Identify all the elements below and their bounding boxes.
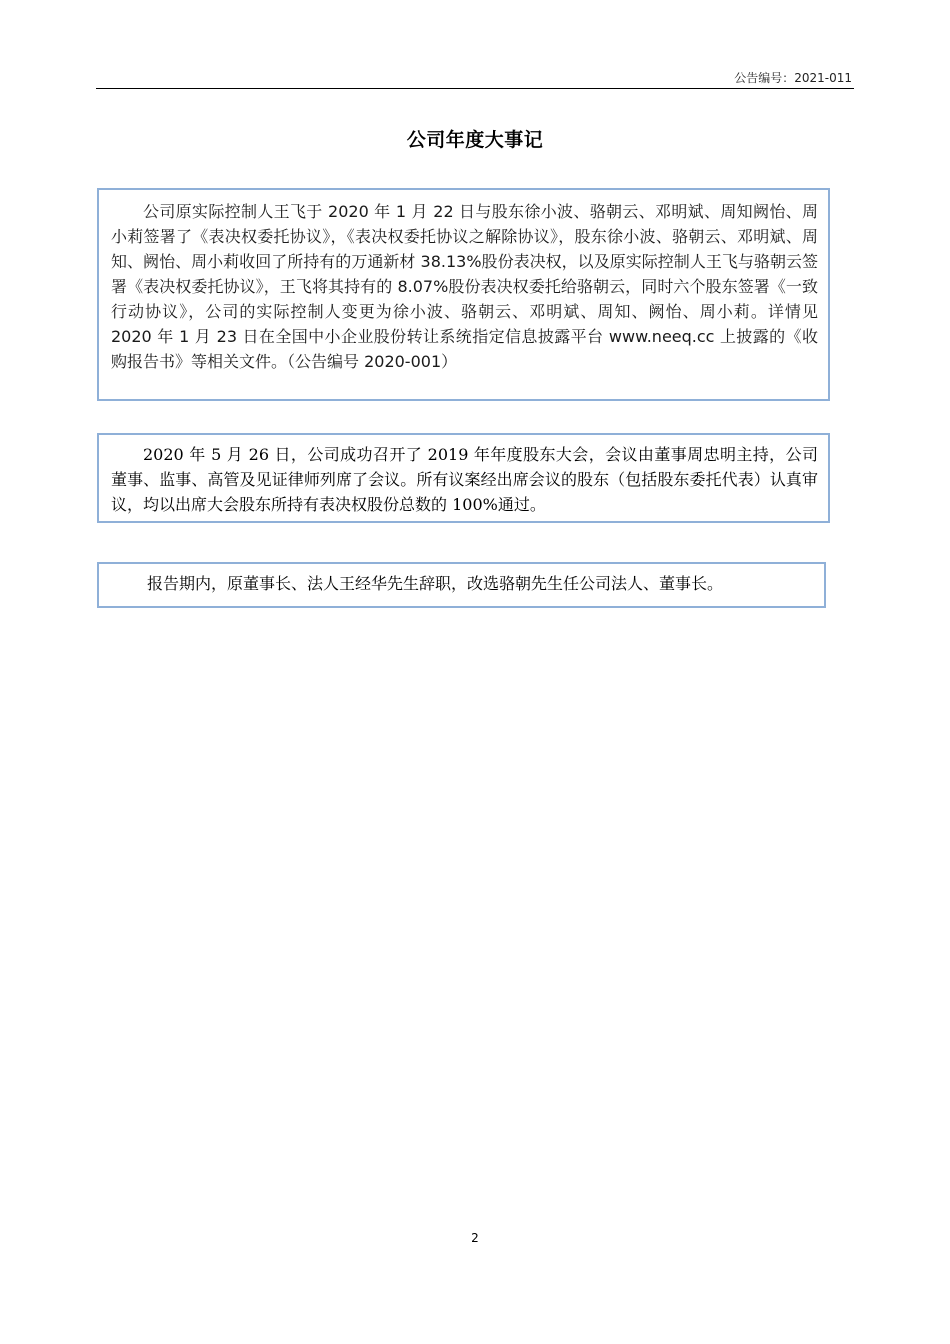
page-number: 2	[471, 1231, 479, 1245]
header-divider	[96, 88, 854, 89]
page-title: 公司年度大事记	[406, 129, 544, 151]
event-text: 2020 年 5 月 26 日，公司成功召开了 2019 年年度股东大会，会议由董事周忠明主持，公司董事、监事、高管及见证律师列席了会议。所有议案经出席会议的股东（包括股东委托代表）认真审议，均以出席大会股东所持有表决权股份总数的 100%通过。	[111, 445, 818, 514]
announcement-number: 公告编号：2021-011	[734, 71, 852, 85]
event-text: 报告期内，原董事长、法人王经华先生辞职，改选骆朝先生任公司法人、董事长。	[147, 574, 724, 593]
event-box-shareholder-meeting	[97, 433, 830, 523]
event-box-control-change	[97, 188, 830, 401]
event-box-chairman-change	[97, 562, 826, 608]
event-text: 公司原实际控制人王飞于 2020 年 1 月 22 日与股东徐小波、骆朝云、邓明斌、周知阙怡、周小莉签署了《表决权委托协议》，《表决权委托协议之解除协议》，股东徐小波、骆朝云、邓明斌、周知、阙怡、周小莉收回了所持有的万通新材 38.13%股份表决权，以及原实际控制人王飞与骆朝云签署《表决权委托协议》，王飞将其持有的 8.07%股份表决权委托给骆朝云，同时六个股东签署《一致行动协议》，公司的实际控制人变更为徐小波、骆朝云、邓明斌、周知、阙怡、周小莉。详情见 2020 年 1 月 23 日在全国中小企业股份转让系统指定信息披露平台 www.neeq.cc 上披露的《收购报告书》等相关文件。（公告编号 2020-001）	[111, 202, 818, 371]
